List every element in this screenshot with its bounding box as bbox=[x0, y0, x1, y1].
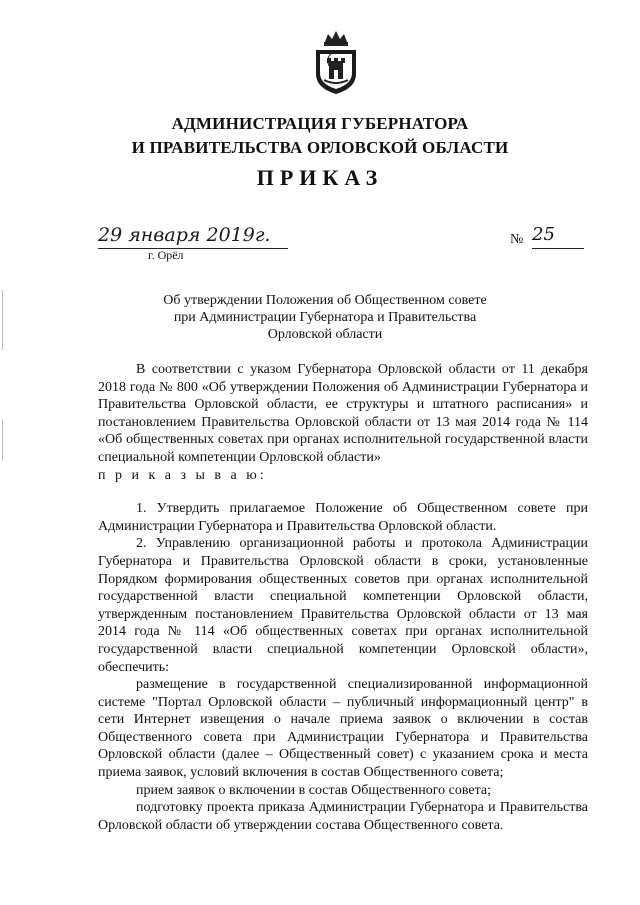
document-body bbox=[98, 361, 588, 834]
scan-edge-mark bbox=[2, 290, 3, 350]
number-label: № bbox=[510, 232, 524, 247]
order-word: п р и к а з ы в а ю: bbox=[98, 467, 267, 483]
coat-of-arms-icon bbox=[311, 28, 361, 96]
subject-line-2: при Администрации Губернатора и Правительства bbox=[173, 310, 477, 325]
item-1-paragraph: 1. Утвердить прилагаемое Положение об Общественном совете при Администрации Губернатора и Правительства Орловской области. bbox=[98, 501, 588, 534]
subitem-paragraph: размещение в государственной специализированной информационной системе "Портал Орловской области – публичный информационный центр" в сети Интернет извещения о начале приема заявок о включении в состав Общественного совета при Администрации Губернатора и Правительства Орловской области (далее – Общественный совет) с указанием срока и места приема заявок, условий включения в состав Общественного совета; bbox=[98, 677, 588, 781]
subitem-paragraph: прием заявок о включении в состав Общественного совета; bbox=[136, 782, 491, 798]
org-line-2: И ПРАВИТЕЛЬСТВА ОРЛОВСКОЙ ОБЛАСТИ bbox=[131, 138, 509, 157]
handwritten-number: 25 bbox=[532, 224, 584, 249]
item-2-paragraph: 2. Управлению организационной работы и протокола Администрации Губернатора и Правительства Орловской области в сроки, установленные Порядком формирования общественных советов при органах исполнительной государственной власти специальной компетенции Орловской области, утвержденным постановлением Правительства Орловской области от 13 мая 2014 года № 114 «Об общественных советах при органах исполнительной государственной власти специальной компетенции Орловской области», обеспечить: bbox=[98, 536, 588, 675]
preamble-paragraph: В соответствии с указом Губернатора Орловской области от 11 декабря 2018 года № 800 «Об утверждении Положения об Администрации Губернатора и Правительства Орловской области, ее структуры и штатного расписания» и постановлением Правительства Орловской области от 13 мая 2014 года № 114 «Об общественных советах при органах исполнительной государственной власти специальной компетенции Орловской области» bbox=[98, 362, 588, 465]
document-subject bbox=[150, 292, 500, 343]
handwritten-date: 29 января 2019г. bbox=[98, 224, 288, 249]
issuing-organization bbox=[0, 112, 640, 160]
org-line-1: АДМИНИСТРАЦИЯ ГУБЕРНАТОРА bbox=[171, 114, 469, 133]
subject-line-1: Об утверждении Положения об Общественном совете bbox=[163, 293, 487, 308]
subject-line-3: Орловской области bbox=[267, 327, 383, 342]
city-label: г. Орёл bbox=[148, 248, 184, 262]
subitem-paragraph: подготовку проекта приказа Администрации Губернатора и Правительства Орловской области об утверждении состава Общественного совета. bbox=[98, 800, 588, 833]
scan-edge-mark bbox=[2, 420, 3, 460]
document-type-title: ПРИКАЗ bbox=[256, 165, 384, 190]
